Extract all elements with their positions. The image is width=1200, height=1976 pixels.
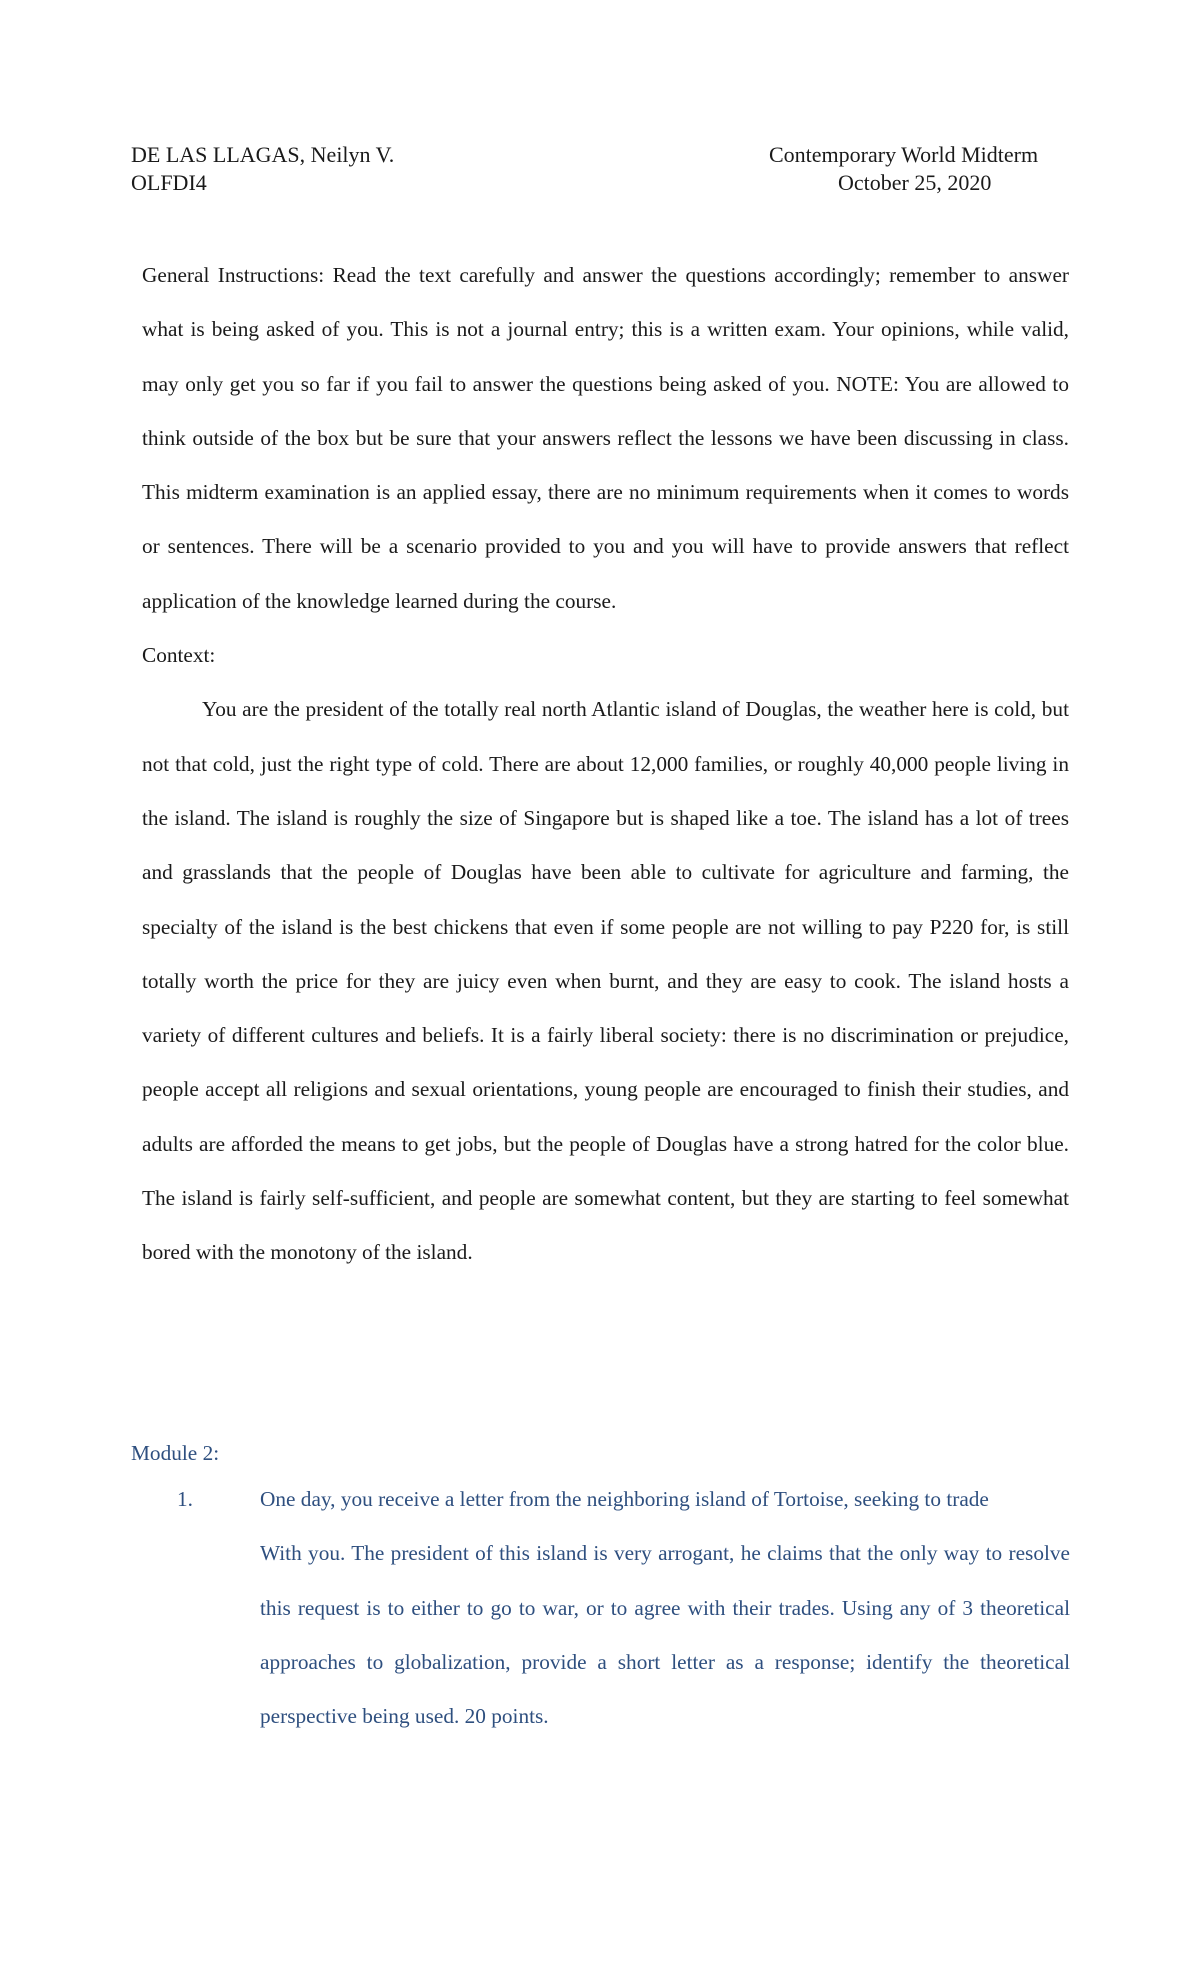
module-title: Module 2: xyxy=(131,1441,220,1465)
context-label: Context: xyxy=(142,643,216,668)
exam-info xyxy=(769,141,1069,197)
exam-date: October 25, 2020 xyxy=(838,170,992,195)
document-body xyxy=(142,248,1069,1280)
question-text xyxy=(260,1472,1070,1743)
general-instructions: General Instructions: Read the text carefully and answer the questions accordingly; remember to answer what is being asked of you. This is not a journal entry; this is a written exam. Your opinions, while valid, may only get you so far if you fail to answer the questions being asked of you. NOTE: You are allowed to think outside of the box but be sure that your answers reflect the lessons we have been discussing in class. This midterm examination is an applied essay, there are no minimum requirements when it comes to words or sentences. There will be a scenario provided to you and you will have to provide answers that reflect application of the knowledge learned during the course. xyxy=(142,263,1069,613)
course-title: Contemporary World Midterm xyxy=(769,142,1039,167)
student-section: OLFDI4 xyxy=(131,170,207,195)
question-number: 1. xyxy=(177,1487,193,1511)
module-section xyxy=(131,1438,1071,1729)
question-body: With you. The president of this island is very arrogant, he claims that the only way to resolve this request is to either to go to war, or to agree with their trades. Using any of 3 theoretical approaches to globalization, provide a short letter as a response; identify the theoretical perspective being used. 20 points. xyxy=(260,1541,1070,1729)
student-info xyxy=(131,141,394,197)
student-name: DE LAS LLAGAS, Neilyn V. xyxy=(131,142,395,167)
question-first-line: One day, you receive a letter from the neighboring island of Tortoise, seeking to trade xyxy=(260,1487,989,1511)
context-paragraph: You are the president of the totally real north Atlantic island of Douglas, the weather here is cold, but not that cold, just the right type of cold. There are about 12,000 families, or roughly 40,000 people living in the island. The island is roughly the size of Singapore but is shaped like a toe. The island has a lot of trees and grasslands that the people of Douglas have been able to cultivate for agriculture and farming, the specialty of the island is the best chickens that even if some people are not willing to pay P220 for, is still totally worth the price for they are juicy even when burnt, and they are easy to cook. The island hosts a variety of different cultures and beliefs. It is a fairly liberal society: there is no discrimination or prejudice, people accept all religions and sexual orientations, young people are encouraged to finish their studies, and adults are afforded the means to get jobs, but the people of Douglas have a strong hatred for the color blue. The island is fairly self-sufficient, and people are somewhat content, but they are starting to feel somewhat bored with the monotony of the island. xyxy=(142,697,1069,1265)
